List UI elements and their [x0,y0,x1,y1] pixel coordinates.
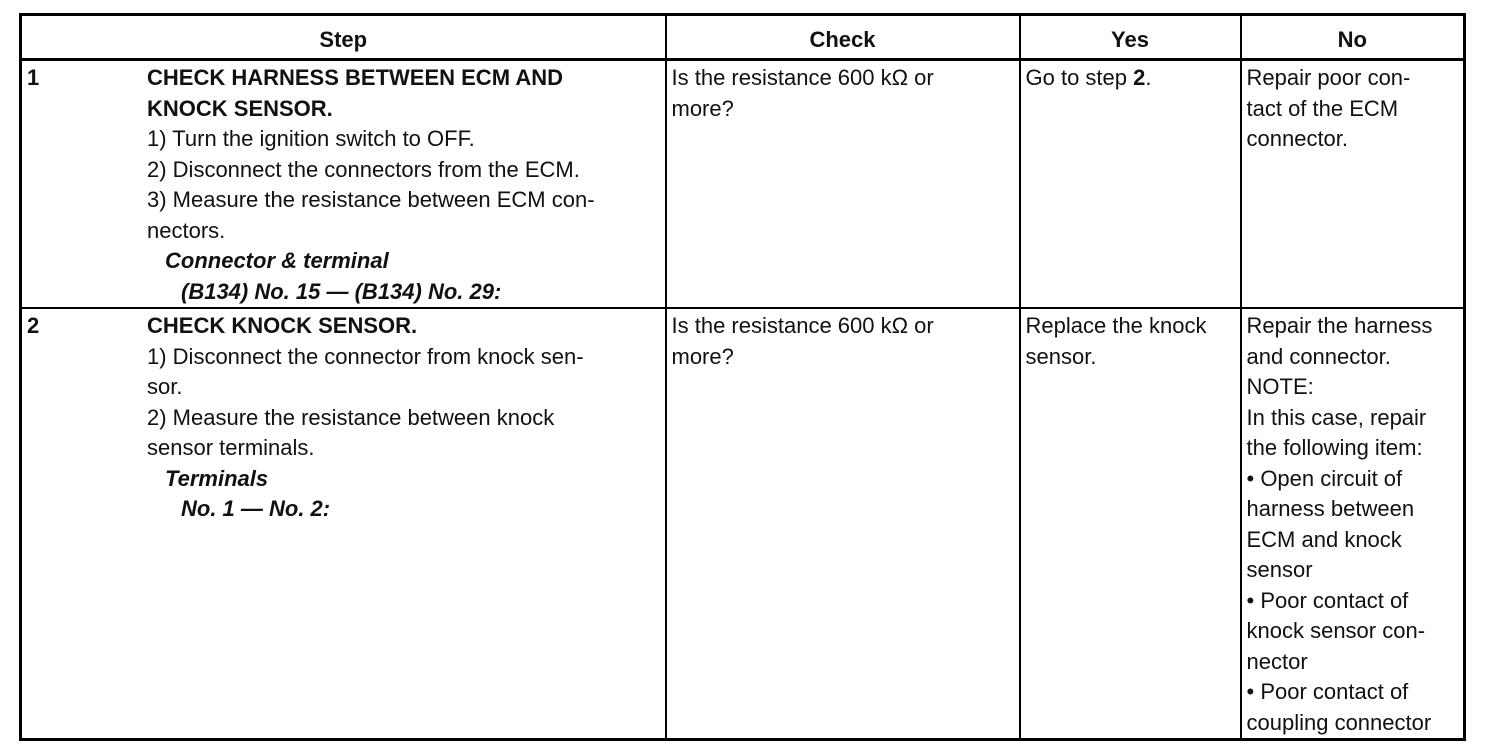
yes-step-ref: 2 [1133,65,1146,90]
table-row [21,60,1465,309]
step-number: 1 [27,65,40,90]
no-text: the following item: [1246,435,1423,460]
bullet-item: • Open circuit of [1246,465,1403,491]
check-cell [666,60,1020,309]
substep: nectors. [147,217,226,243]
no-text: nector [1246,648,1308,674]
yes-text: sensor. [1025,343,1097,369]
check-text: more? [671,95,734,121]
no-text: ECM and knock [1246,526,1402,552]
measurement-value: (B134) No. 15 — (B134) No. 29: [181,278,502,304]
no-text: tact of the ECM [1246,95,1399,121]
no-cell [1241,60,1465,309]
step-cell [21,60,666,309]
yes-text-end: . [1145,65,1152,90]
no-cell [1241,308,1465,740]
header-no: No [1241,15,1465,60]
step-heading: CHECK KNOCK SENSOR. [147,313,418,338]
header-check: Check [666,15,1020,60]
yes-text: Go to step [1025,65,1134,90]
step-heading: KNOCK SENSOR. [147,95,333,121]
substep: 3) Measure the resistance between ECM con- [147,187,595,212]
header-yes: Yes [1020,15,1241,60]
yes-cell [1020,60,1241,309]
bullet-item: • Poor contact of [1246,679,1409,704]
substep: sor. [147,374,183,399]
substep: 2) Disconnect the connectors from the ECM. [147,156,580,182]
diagnostic-table [19,13,1466,741]
no-text: coupling connector [1246,709,1432,735]
note-label: NOTE: [1246,374,1314,399]
header-row [21,15,1465,60]
measurement-value: No. 1 — No. 2: [181,496,331,521]
check-cell [666,308,1020,740]
no-text: connector. [1246,126,1349,151]
no-text: In this case, repair [1246,404,1427,430]
yes-text: Replace the knock [1025,313,1207,338]
substep: 1) Turn the ignition switch to OFF. [147,126,475,151]
no-text: sensor [1246,557,1313,582]
step-number: 2 [27,313,40,338]
no-text: and connector. [1246,343,1391,369]
substep: 2) Measure the resistance between knock [147,404,555,430]
header-step: Step [21,15,666,60]
no-text: harness between [1246,496,1415,521]
no-text: Repair the harness [1246,313,1433,338]
no-text: Repair poor con- [1246,65,1411,90]
check-text: Is the resistance 600 kΩ or [671,65,934,90]
no-text: knock sensor con- [1246,618,1426,643]
substep: 1) Disconnect the connector from knock sen- [147,343,584,369]
step-cell [21,308,666,740]
bullet-item: • Poor contact of [1246,587,1409,613]
yes-cell [1020,308,1241,740]
check-text: more? [671,343,734,369]
step-heading: CHECK HARNESS BETWEEN ECM AND [147,65,563,90]
check-text: Is the resistance 600 kΩ or [671,313,934,338]
table-row [21,308,1465,740]
measurement-label: Connector & terminal [165,248,389,273]
measurement-label: Terminals [165,465,269,491]
substep: sensor terminals. [147,435,315,460]
